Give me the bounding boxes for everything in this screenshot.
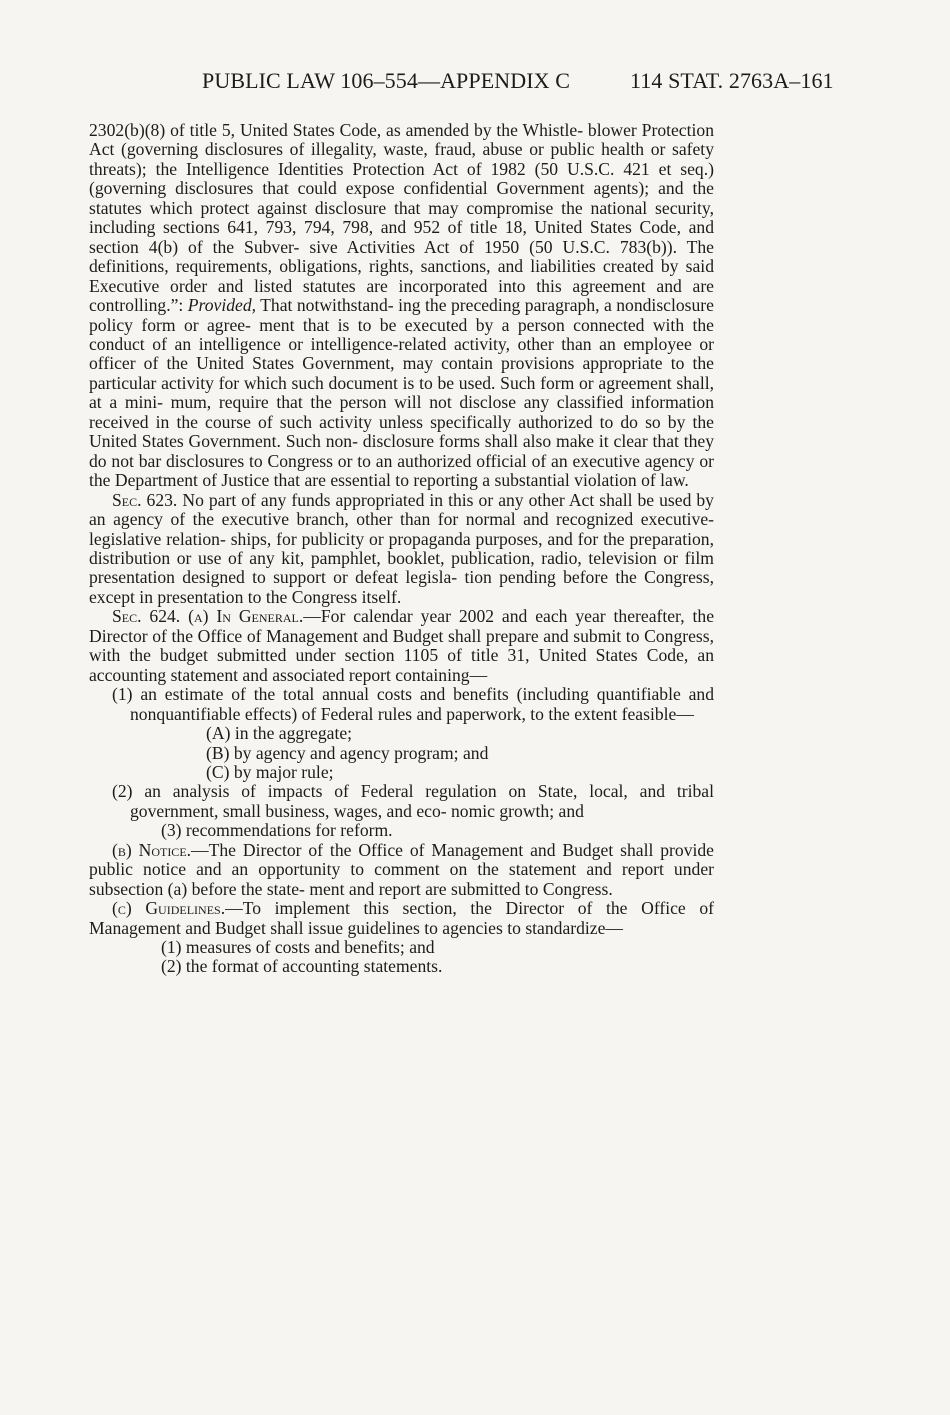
list-item: (C) by major rule; — [206, 761, 334, 782]
list-item: (2) an analysis of impacts of Federal regulation on State, local, and tribal government, small business, wages, and eco- nomic growth; and — [112, 781, 714, 821]
subsection-b — [89, 841, 714, 899]
section-label: Sec. 623. — [112, 489, 178, 510]
subsection-c — [89, 899, 714, 938]
section-624 — [89, 607, 714, 685]
paragraph-continuation — [89, 121, 714, 491]
provided-italic: Provided, — [187, 295, 257, 316]
paragraph-text: That notwithstand- ing the preceding paragraph, a nondisclosure policy form or agree- ment that is to be executed by a person connected with the conduct of an intelligence or intelligence-related activity, other than an employee or officer of the United States Government, may contain provisions appropriate to the particular activity for which such document is to be used. Such form or agreement shall, at a mini- mum, require that the person will not disclose any classified information received in the course of such activity unless specifically authorized to do so by the United States Government. Such non- disclosure forms shall also make it clear that they do not bar disclosures to Congress or to an authorized official of an executive agency or the Department of Justice that are essential to reporting a substantial violation of law. — [89, 295, 714, 491]
subsection-heading: (c) Guidelines. — [112, 898, 226, 919]
section-text: —To implement this section, the Director of the Office of Management and Budget shall issue guidelines to agencies to standardize— — [89, 898, 714, 938]
law-title: PUBLIC LAW 106–554—APPENDIX C — [202, 68, 571, 93]
subsection-heading: (a) In General. — [188, 606, 304, 627]
section-623 — [89, 491, 714, 608]
document-body — [89, 121, 714, 977]
list-item: (1) an estimate of the total annual costs and benefits (including quantifiable and nonquantifiable effects) of Federal rules and paperwork, to the extent feasible— — [112, 684, 714, 724]
section-text: No part of any funds appropriated in this or any other Act shall be used by an agency of the executive branch, other than for normal and recognized executive-legislative relation- ships, for publicity or propaganda purposes, and for the preparation, distribution or use of any kit, pamphlet, booklet, publication, radio, television or film presentation designed to support or defeat legisla- tion pending before the Congress, except in presentation to the Congress itself. — [89, 489, 714, 607]
section-text: —The Director of the Office of Management and Budget shall provide public notice and an opportunity to comment on the statement and report under subsection (a) before the state- ment and report are submitted to Congress. — [89, 839, 714, 899]
list-item: (B) by agency and agency program; and — [206, 742, 489, 763]
list-item: (2) the format of accounting statements. — [161, 956, 443, 977]
list-item: (3) recommendations for reform. — [161, 820, 393, 841]
section-label: Sec. 624. — [112, 606, 181, 627]
section-text: —For calendar year 2002 and each year thereafter, the Director of the Office of Management and Budget shall prepare and submit to Congress, with the budget submitted under section 1105 of title 31, United States Code, an accounting statement and associated report containing— — [89, 606, 714, 685]
subsection-heading: (b) Notice. — [112, 839, 192, 860]
statute-citation: 114 STAT. 2763A–161 — [630, 68, 834, 93]
paragraph-text: 2302(b)(8) of title 5, United States Code, as amended by the Whistle- blower Protection Act (governing disclosures of illegality, waste, fraud, abuse or public health or safety threats); the Intelligence Identities Protection Act of 1982 (50 U.S.C. 421 et seq.) (governing disclosures that could expose confidential Government agents); and the statutes which protect against disclosure that may compromise the national security, including sections 641, 793, 794, 798, and 952 of title 18, United States Code, and section 4(b) of the Subver- sive Activities Act of 1950 (50 U.S.C. 783(b)). The definitions, requirements, obligations, rights, sanctions, and liabilities created by said Executive order and listed statutes are incorporated into this agreement and are controlling.”: — [89, 120, 714, 316]
list-item: (A) in the aggregate; — [206, 723, 353, 744]
list-item: (1) measures of costs and benefits; and — [161, 937, 435, 958]
